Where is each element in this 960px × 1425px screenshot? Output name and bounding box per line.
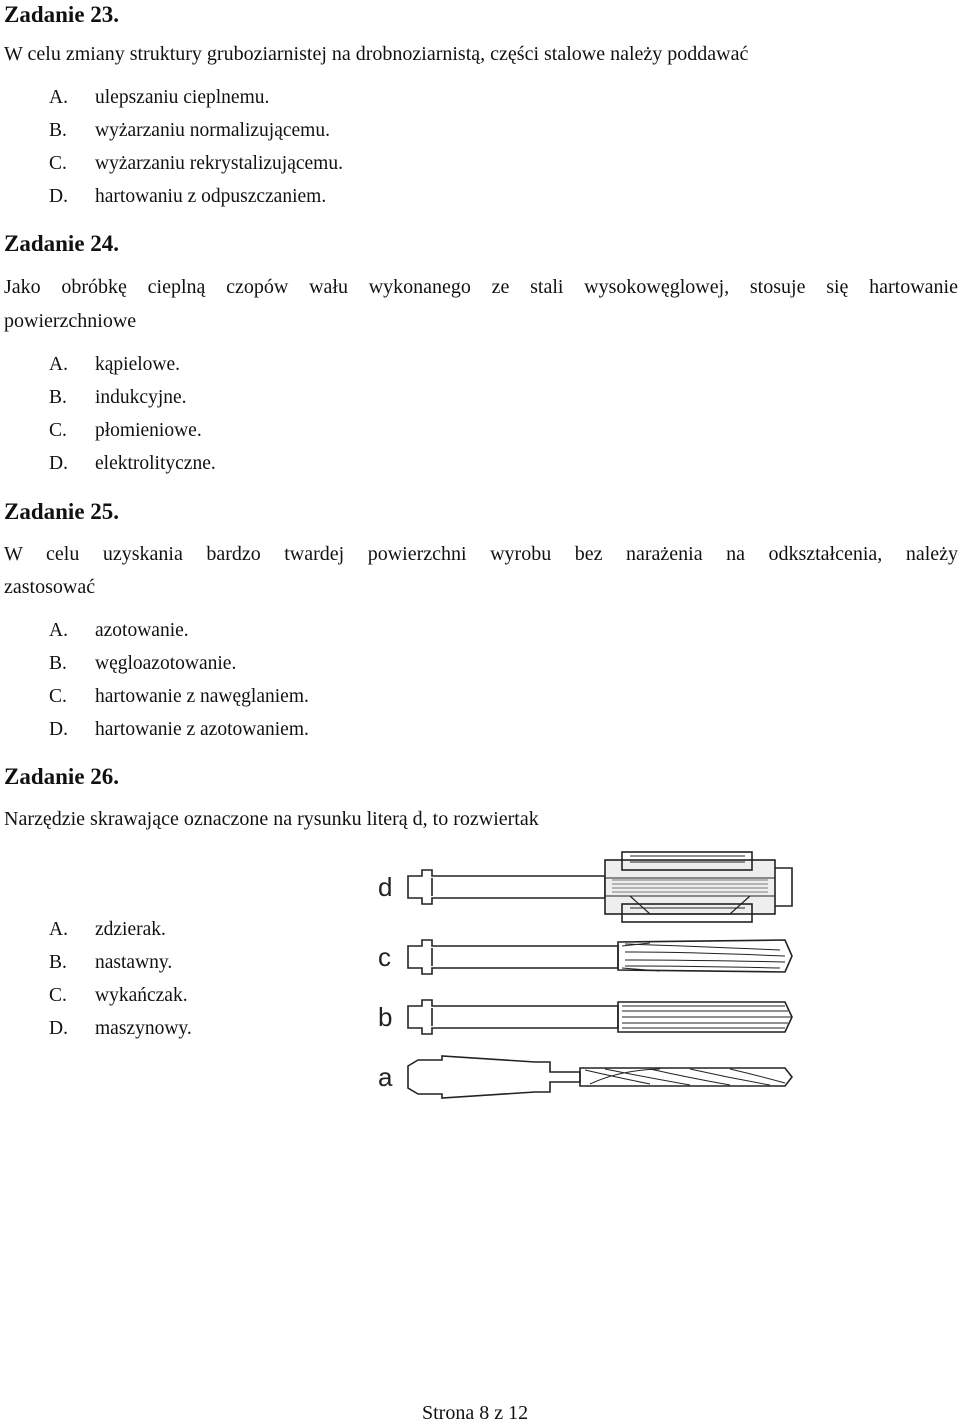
task-26-option-c	[49, 985, 349, 1011]
task-24-option-a	[49, 354, 649, 380]
task-23-option-a	[49, 87, 649, 113]
option-letter: B.	[49, 120, 67, 141]
task-25-option-c	[49, 686, 649, 712]
task-25-question-line-1: W celu uzyskania bardzo twardej powierzchni wyrobu bez narażenia na odkształcenia, należy	[4, 543, 958, 565]
reamer-b-drawing	[408, 1000, 792, 1034]
option-letter: D.	[49, 1018, 68, 1039]
task-23-option-d	[49, 186, 649, 212]
reamer-a-label: a	[378, 1062, 393, 1092]
task-24-option-c	[49, 420, 649, 446]
task-26-option-a	[49, 919, 349, 945]
task-23-option-c	[49, 153, 649, 179]
option-text: wyżarzaniu normalizującemu.	[95, 120, 330, 141]
option-text: ulepszaniu cieplnemu.	[95, 87, 270, 108]
task-23-question: W celu zmiany struktury gruboziarnistej na drobnoziarnistą, części stalowe należy poddawać	[4, 43, 749, 65]
option-letter: C.	[49, 985, 67, 1006]
option-text: elektrolityczne.	[95, 453, 216, 474]
option-letter: C.	[49, 686, 67, 707]
task-26-question: Narzędzie skrawające oznaczone na rysunku literą d, to rozwiertak	[4, 808, 539, 830]
reamer-d-label: d	[378, 872, 393, 902]
task-25-option-a	[49, 620, 649, 646]
task-24-question-line-1: Jako obróbkę cieplną czopów wału wykonanego ze stali wysokowęglowej, stosuje się hartowanie	[4, 276, 958, 298]
task-23-option-b	[49, 120, 649, 146]
reamer-c-label: c	[378, 942, 391, 972]
reamer-a-drawing	[408, 1056, 792, 1098]
option-text: azotowanie.	[95, 620, 189, 641]
reamer-b-label: b	[378, 1002, 393, 1032]
option-text: hartowaniu z odpuszczaniem.	[95, 186, 327, 207]
reamers-figure	[360, 838, 810, 1108]
option-letter: A.	[49, 919, 68, 940]
option-letter: A.	[49, 620, 68, 641]
option-letter: C.	[49, 420, 67, 441]
option-letter: D.	[49, 719, 68, 740]
task-26-heading: Zadanie 26.	[4, 764, 120, 789]
task-24-option-b	[49, 387, 649, 413]
option-text: hartowanie z nawęglaniem.	[95, 686, 309, 707]
option-letter: A.	[49, 87, 68, 108]
option-text: wyżarzaniu rekrystalizującemu.	[95, 153, 343, 174]
task-25-question-line-2: zastosować	[4, 576, 96, 598]
option-text: maszynowy.	[95, 1018, 192, 1039]
task-23-heading: Zadanie 23.	[4, 2, 120, 27]
reamer-d-drawing	[408, 852, 792, 922]
option-text: wykańczak.	[95, 985, 188, 1006]
task-24-question-line-2: powierzchniowe	[4, 310, 137, 332]
option-letter: D.	[49, 453, 68, 474]
option-text: płomieniowe.	[95, 420, 202, 441]
reamer-c-drawing	[408, 940, 792, 974]
option-text: węgloazotowanie.	[95, 653, 237, 674]
option-letter: B.	[49, 653, 67, 674]
task-25-option-b	[49, 653, 649, 679]
task-25-heading: Zadanie 25.	[4, 499, 120, 524]
option-letter: A.	[49, 354, 68, 375]
option-text: hartowanie z azotowaniem.	[95, 719, 309, 740]
task-26-option-b	[49, 952, 349, 978]
option-text: nastawny.	[95, 952, 173, 973]
option-text: kąpielowe.	[95, 354, 181, 375]
task-24-heading: Zadanie 24.	[4, 231, 120, 256]
option-letter: B.	[49, 387, 67, 408]
option-text: indukcyjne.	[95, 387, 187, 408]
option-letter: B.	[49, 952, 67, 973]
page-number: Strona 8 z 12	[422, 1402, 529, 1424]
option-text: zdzierak.	[95, 919, 166, 940]
option-letter: C.	[49, 153, 67, 174]
task-25-option-d	[49, 719, 649, 745]
task-26-option-d	[49, 1018, 349, 1044]
task-24-option-d	[49, 453, 649, 479]
option-letter: D.	[49, 186, 68, 207]
